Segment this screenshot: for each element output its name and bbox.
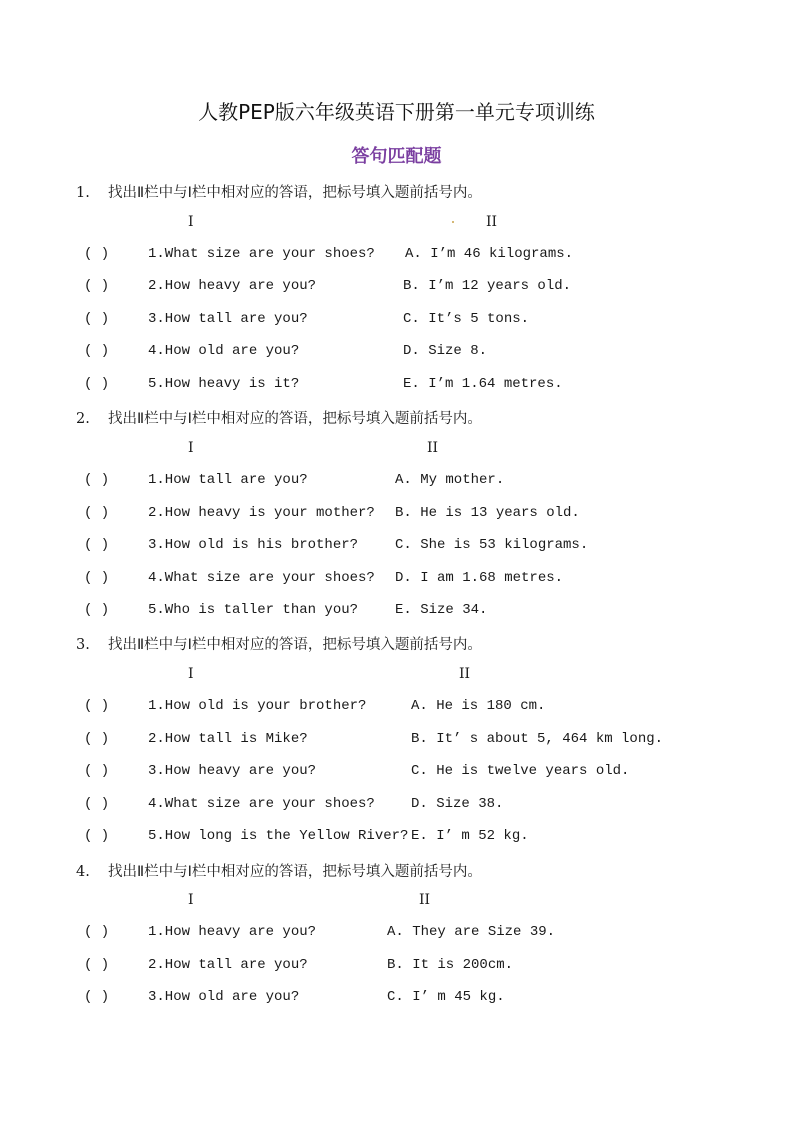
page-title: 人教PEP版六年级英语下册第一单元专项训练: [198, 100, 595, 124]
section-instruction: 找出Ⅱ栏中与Ⅰ栏中相对应的答语，把标号填入题前括号内。: [108, 864, 482, 880]
question-row[interactable]: ( ) 3.How old are you?: [84, 989, 300, 1005]
question-row[interactable]: ( ) 1.How old is your brother?: [84, 698, 367, 714]
question-row[interactable]: ( ) 1.What size are your shoes?: [84, 246, 375, 262]
answer-text: C. He is twelve years old.: [411, 763, 630, 779]
column-i-label: I: [188, 440, 194, 456]
answer-text: C. It’s 5 tons.: [403, 311, 530, 327]
page-subtitle: 答句匹配题: [351, 146, 442, 167]
question-row[interactable]: ( ) 1.How tall are you?: [84, 472, 308, 488]
question-text: 5.How long is the Yellow River?: [148, 828, 409, 844]
question-text: 5.How heavy is it?: [148, 376, 300, 392]
section-instruction: 找出Ⅱ栏中与Ⅰ栏中相对应的答语，把标号填入题前括号内。: [108, 411, 482, 427]
section-4-heading: [76, 860, 482, 881]
answer-text: D. Size 8.: [403, 343, 488, 359]
answer-text: E. I’ m 52 kg.: [411, 828, 529, 844]
question-row[interactable]: ( ) 3.How old is his brother?: [84, 537, 359, 553]
question-row[interactable]: ( ) 3.How tall are you?: [84, 311, 308, 327]
question-text: 2.How heavy are you?: [148, 278, 317, 294]
question-text: 2.How heavy is your mother?: [148, 505, 375, 521]
section-2-heading: [76, 407, 482, 428]
answer-text: A. He is 180 cm.: [411, 698, 546, 714]
column-i-label: I: [188, 666, 194, 682]
answer-text: B. It’ s about 5, 464 km long.: [411, 731, 664, 747]
question-row[interactable]: ( ) 4.What size are your shoes?: [84, 796, 375, 812]
section-instruction: 找出Ⅱ栏中与Ⅰ栏中相对应的答语，把标号填入题前括号内。: [108, 637, 482, 653]
question-text: 1.How heavy are you?: [148, 924, 317, 940]
answer-text: B. He is 13 years old.: [395, 505, 580, 521]
question-text: 3.How tall are you?: [148, 311, 308, 327]
question-text: 4.What size are your shoes?: [148, 796, 375, 812]
answer-text: A. My mother.: [395, 472, 505, 488]
question-text: 5.Who is taller than you?: [148, 602, 359, 618]
question-row[interactable]: ( ) 5.How long is the Yellow River?: [84, 828, 409, 844]
question-row[interactable]: ( ) 4.How old are you?: [84, 343, 300, 359]
question-text: 3.How old are you?: [148, 989, 300, 1005]
question-row[interactable]: ( ) 5.How heavy is it?: [84, 376, 300, 392]
section-number: 3.: [76, 637, 90, 653]
answer-text: A. They are Size 39.: [387, 924, 556, 940]
answer-text: D. Size 38.: [411, 796, 504, 812]
column-ii-label: II: [419, 892, 431, 908]
answer-text: B. It is 200cm.: [387, 957, 514, 973]
question-row[interactable]: ( ) 5.Who is taller than you?: [84, 602, 359, 618]
question-row[interactable]: ( ) 2.How heavy is your mother?: [84, 505, 375, 521]
question-row[interactable]: ( ) 2.How tall are you?: [84, 957, 308, 973]
answer-text: C. I’ m 45 kg.: [387, 989, 505, 1005]
question-row[interactable]: ( ) 1.How heavy are you?: [84, 924, 317, 940]
section-3-heading: [76, 633, 482, 654]
question-text: 4.How old are you?: [148, 343, 300, 359]
question-text: 1.What size are your shoes?: [148, 246, 375, 262]
answer-text: E. Size 34.: [395, 602, 488, 618]
column-i-label: I: [188, 892, 194, 908]
question-row[interactable]: ( ) 4.What size are your shoes?: [84, 570, 375, 586]
section-1-heading: [76, 181, 482, 202]
section-number: 4.: [76, 864, 90, 880]
question-row[interactable]: ( ) 3.How heavy are you?: [84, 763, 317, 779]
section-number: 2.: [76, 411, 90, 427]
column-i-label: I: [188, 214, 194, 230]
answer-text: A. I’m 46 kilograms.: [405, 246, 574, 262]
question-text: 2.How tall is Mike?: [148, 731, 308, 747]
question-text: 3.How heavy are you?: [148, 763, 317, 779]
section-number: 1.: [76, 185, 90, 201]
column-ii-label: II: [486, 214, 498, 230]
question-text: 1.How tall are you?: [148, 472, 308, 488]
stray-dot: [452, 221, 454, 223]
column-ii-label: II: [459, 666, 471, 682]
question-text: 3.How old is his brother?: [148, 537, 359, 553]
answer-text: C. She is 53 kilograms.: [395, 537, 589, 553]
answer-text: D. I am 1.68 metres.: [395, 570, 564, 586]
question-text: 2.How tall are you?: [148, 957, 308, 973]
question-text: 1.How old is your brother?: [148, 698, 367, 714]
question-text: 4.What size are your shoes?: [148, 570, 375, 586]
answer-text: E. I’m 1.64 metres.: [403, 376, 563, 392]
answer-text: B. I’m 12 years old.: [403, 278, 572, 294]
question-row[interactable]: ( ) 2.How tall is Mike?: [84, 731, 308, 747]
question-row[interactable]: ( ) 2.How heavy are you?: [84, 278, 317, 294]
section-instruction: 找出Ⅱ栏中与Ⅰ栏中相对应的答语，把标号填入题前括号内。: [108, 185, 482, 201]
column-ii-label: II: [427, 440, 439, 456]
